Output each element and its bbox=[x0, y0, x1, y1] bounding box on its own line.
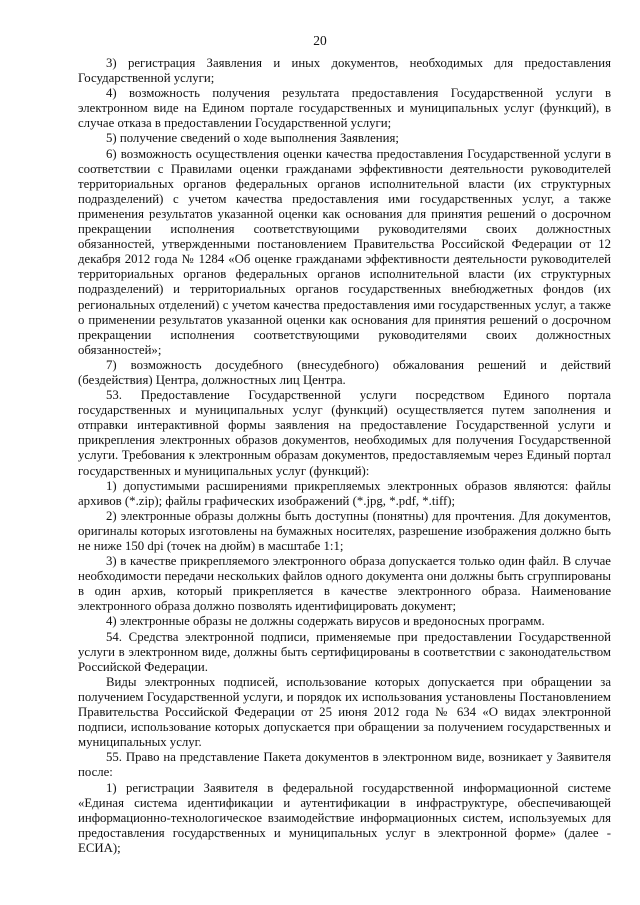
paragraph-item-4-result-electronic: 4) возможность получения результата предоставления Государственной услуги в электронном виде на Едином портале государственных и муниципальных услуг (функций), в случае отказа в предоставлении Государственной услуги; bbox=[78, 86, 611, 131]
paragraph-item-7-appeal: 7) возможность досудебного (внесудебного) обжалования решений и действий (бездействия) Центра, должностных лиц Центра. bbox=[78, 357, 611, 387]
page-number: 20 bbox=[313, 33, 327, 48]
paragraph-clause-55: 55. Право на представление Пакета документов в электронном виде, возникает у Заявителя после: bbox=[78, 750, 611, 780]
paragraph-53-item-4-no-viruses: 4) электронные образы не должны содержать вирусов и вредоносных программ. bbox=[106, 614, 545, 629]
paragraph-53-item-1-extensions: 1) допустимыми расширениями прикрепляемых электронных образов являются: файлы архивов (*.zip); файлы графических изображений (*.jpg, *.pdf, *.tiff); bbox=[78, 478, 611, 508]
paragraph-clause-53: 53. Предоставление Государственной услуги посредством Единого портала государственных и муниципальных услуг (функций) осуществляется путем заполнения и отправки интерактивной формы заявления на предоставление Государственной услуги и прикрепления электронных образов документов, необходимых для получения Государственной услуги. Требования к электронным образам документов, предоставляемым через Единый портал государственных и муниципальных услуг (функций): bbox=[78, 388, 611, 478]
paragraph-signature-types: Виды электронных подписей, использование которых допускается при обращении за получением Государственной услуги, и порядок их использования установлены Постановлением Правительства Российской Федерации от 25 июня 2012 года № 634 «О видах электронной подписи, использование которых допускается при обращении за получением государственных и муниципальных услуг. bbox=[78, 674, 611, 750]
paragraph-clause-54: 54. Средства электронной подписи, применяемые при предоставлении Государственной услуги в электронном виде, должны быть сертифицированы в соответствии с законодательством Российской Федерации. bbox=[78, 629, 611, 674]
document-body bbox=[78, 56, 611, 856]
paragraph-53-item-2-readability: 2) электронные образы должны быть доступны (понятны) для прочтения. Для документов, оригиналы которых изготовлены на бумажных носителях, разрешение изображения должно быть не ниже 150 dpi (точек на дюйм) в масштабе 1:1; bbox=[78, 508, 611, 553]
paragraph-item-5-status-info: 5) получение сведений о ходе выполнения Заявления; bbox=[106, 131, 399, 146]
paragraph-item-3-registration: 3) регистрация Заявления и иных документов, необходимых для предоставления Государственной услуги; bbox=[78, 56, 611, 86]
paragraph-55-item-1-esia: 1) регистрации Заявителя в федеральной государственной информационной системе «Единая система идентификации и аутентификации в инфраструктуре, обеспечивающей информационно-технологическое взаимодействие информационных систем, используемых для предоставления государственных и муниципальных услуг в электронной форме» (далее - ЕСИА); bbox=[78, 780, 611, 855]
paragraph-53-item-3-single-file: 3) в качестве прикрепляемого электронного образа допускается только один файл. В случае необходимости передачи нескольких файлов одного документа они должны быть сгруппированы в один архив, который прикрепляется в качестве электронного образа. Наименование электронного образа должно позволять идентифицировать документ; bbox=[78, 554, 611, 614]
paragraph-item-6-quality-assessment: 6) возможность осуществления оценки качества предоставления Государственной услуги в соответствии с Правилами оценки гражданами эффективности деятельности руководителей территориальных органов федеральных органов исполнительной власти (их структурных подразделений) с учетом качества предоставления ими государственных услуг, а также применения результатов указанной оценки как основания для принятия решений о досрочном прекращении исполнения соответствующими руководителями своих должностных обязанностей, утвержденными постановлением Правительства Российской Федерации от 12 декабря 2012 года № 1284 «Об оценке гражданами эффективности деятельности руководителей территориальных органов федеральных органов исполнительной власти (их структурных подразделений) и территориальных органов государственных внебюджетных фондов (их региональных отделений) с учетом качества предоставления ими государственных услуг, а также о применении результатов указанной оценки как основания для принятия решений о досрочном прекращении исполнения соответствующими руководителями своих должностных обязанностей»; bbox=[78, 146, 611, 357]
